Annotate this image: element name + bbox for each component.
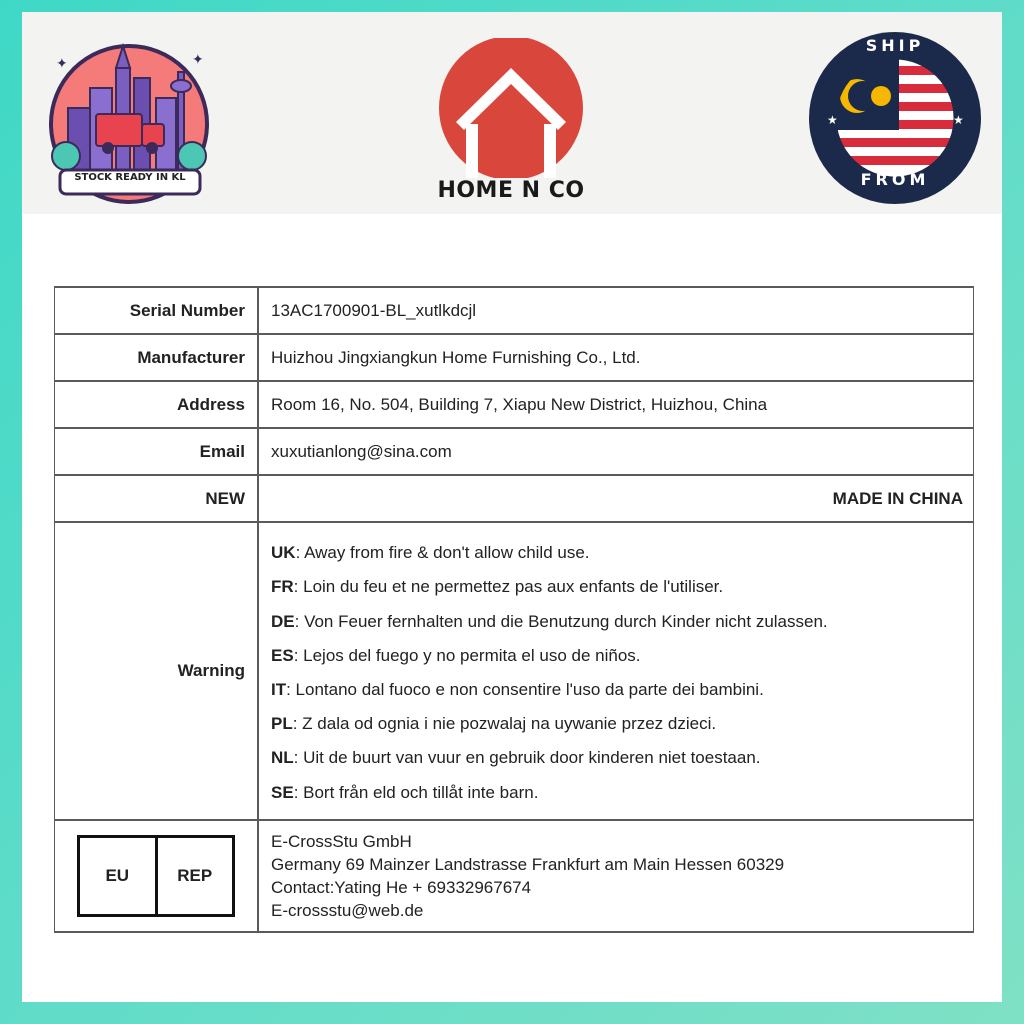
warning-code: SE — [271, 782, 294, 802]
house-icon — [436, 38, 586, 178]
warning-item — [271, 639, 641, 673]
warning-code: DE — [271, 611, 295, 631]
logo-text: HOME N CO — [437, 178, 585, 203]
warning-text: : Away from fire & don't allow child use. — [295, 543, 590, 563]
warning-code: PL — [271, 714, 293, 734]
warning-text: : Uit de buurt van vuur en gebruik door kinderen niet toestaan. — [293, 748, 761, 768]
rep-label: REP — [177, 866, 213, 885]
rep-company: E-CrossStu GmbH — [271, 832, 412, 851]
svg-text:★: ★ — [953, 113, 964, 127]
product-info-table — [54, 286, 974, 933]
home-n-co-logo — [436, 38, 586, 214]
warning-code: ES — [271, 645, 294, 665]
warning-code: NL — [271, 748, 294, 768]
warning-item — [271, 776, 538, 810]
serial-value: 13AC1700901-BL_xutlkdcjl — [271, 300, 477, 320]
eu-label: EU — [80, 838, 158, 914]
eu-rep-cell — [55, 821, 259, 931]
warning-text: : Loin du feu et ne permettez pas aux enfants de l'utiliser. — [293, 577, 724, 597]
warning-text: : Lejos del fuego y no permita el uso de niños. — [293, 645, 641, 665]
table-row-email — [55, 429, 973, 476]
serial-label: Serial Number — [55, 288, 259, 333]
warning-item — [271, 536, 590, 570]
stock-ready-kl-badge-icon — [46, 38, 212, 210]
from-label: FROM — [860, 170, 930, 189]
email-label: Email — [55, 429, 259, 474]
header-banner — [22, 12, 1002, 214]
table-row-eu-rep — [55, 821, 973, 931]
warning-text: : Bort från eld och tillåt inte barn. — [293, 782, 539, 802]
svg-text:★: ★ — [827, 113, 838, 127]
manufacturer-value: Huizhou Jingxiangkun Home Furnishing Co., Ltd. — [271, 347, 641, 367]
table-row-serial — [55, 288, 973, 335]
email-value: xuxutianlong@sina.com — [271, 441, 452, 461]
table-row-manufacturer — [55, 335, 973, 382]
rep-contact: Contact:Yating He + 69332967674 — [271, 878, 532, 897]
warning-code: UK — [271, 543, 296, 563]
warning-list — [259, 523, 973, 819]
warning-text: : Z dala od ognia i nie pozwalaj na uywanie przez dzieci. — [292, 714, 717, 734]
product-label-card — [22, 12, 1002, 1002]
warning-code: IT — [271, 680, 287, 699]
rep-address: Germany 69 Mainzer Landstrasse Frankfurt am Main Hessen 60329 — [271, 855, 785, 874]
svg-text:✦: ✦ — [192, 51, 204, 67]
ship-label: SHIP — [865, 36, 925, 55]
warning-item — [271, 673, 764, 707]
origin-value: MADE IN CHINA — [832, 488, 963, 508]
table-row-new — [55, 476, 973, 523]
warning-text: : Lontano dal fuoco e non consentire l'uso da parte dei bambini. — [286, 680, 764, 699]
manufacturer-label: Manufacturer — [55, 335, 259, 380]
warning-label: Warning — [55, 523, 259, 819]
address-value: Room 16, No. 504, Building 7, Xiapu New District, Huizhou, China — [271, 394, 768, 414]
warning-code: FR — [271, 577, 294, 597]
warning-item — [271, 707, 716, 741]
stock-ready-label: STOCK READY IN KL — [74, 172, 186, 183]
svg-text:✦: ✦ — [56, 55, 68, 71]
table-row-warning — [55, 523, 973, 821]
rep-email: E-crossstu@web.de — [271, 901, 424, 920]
address-label: Address — [55, 382, 259, 427]
warning-item — [271, 741, 761, 775]
warning-item — [271, 570, 723, 604]
warning-text: : Von Feuer fernhalten und die Benutzung durch Kinder nicht zulassen. — [294, 611, 828, 631]
warning-item — [271, 605, 828, 639]
eu-rep-details — [259, 821, 973, 931]
new-label: NEW — [55, 476, 259, 521]
table-row-address — [55, 382, 973, 429]
eu-rep-symbol — [77, 835, 235, 917]
